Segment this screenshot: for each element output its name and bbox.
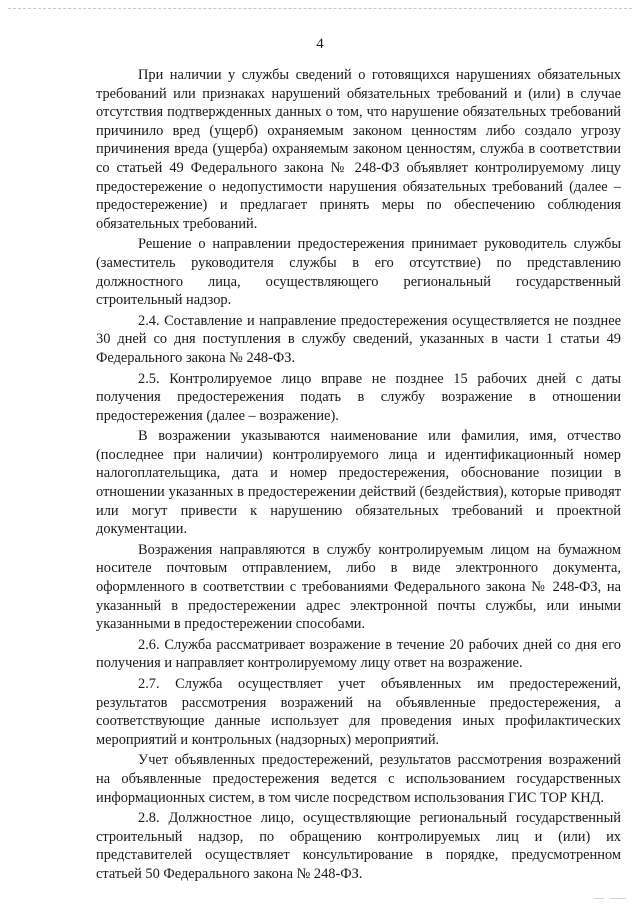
- scan-bottom-mark: [610, 898, 626, 899]
- paragraph: 2.5. Контролируемое лицо вправе не позднее 15 рабочих дней с даты получения предостережения подать в службу возражение в отношении предостережения (далее – возражение).: [96, 370, 621, 424]
- paragraph: В возражении указываются наименование или фамилия, имя, отчество (последнее при наличии) контролируемого лица и идентификационный номер налогоплательщика, дата и номер предостережения, обоснование позиции в отношении указанных в предостережении действий (бездействия), которые приводят или могут привести к нарушению обязательных требований и проектной документации.: [96, 428, 621, 538]
- paragraph: Решение о направлении предостережения принимает руководитель службы (заместитель руководителя службы в его отсутствие) по представлению должностного лица, осуществляющего региональный государственный строительный надзор.: [96, 236, 621, 309]
- paragraph: Учет объявленных предостережений, результатов рассмотрения возражений на объявленные предостережения ведется с использованием государственных информационных систем, в том числе посредством использования ГИС ТОР КНД.: [96, 752, 621, 806]
- scan-bottom-mark: [594, 898, 604, 899]
- paragraph: Возражения направляются в службу контролируемым лицом на бумажном носителе почтовым отправлением, либо в виде электронного документа, оформленного в соответствии с требованиями Федерального закона № 248-ФЗ, на указанный в предостережении адрес электронной почты службы, или иными указанными в предостережении способами.: [96, 541, 621, 633]
- scan-top-edge: [8, 8, 632, 9]
- paragraph: 2.7. Служба осуществляет учет объявленных им предостережений, результатов рассмотрения возражений на объявленные предостережения, а соответствующие данные использует для проведения иных профилактических мероприятий и контрольных (надзорных) мероприятий.: [96, 676, 621, 748]
- document-body: [96, 66, 621, 886]
- page-number: 4: [316, 36, 324, 52]
- paragraph: 2.8. Должностное лицо, осуществляющие региональный государственный строительный надзор, по обращению контролируемых лиц и (или) их представителей осуществляет консультирование в порядке, предусмотренном статьей 50 Федерального закона № 248-ФЗ.: [96, 810, 621, 882]
- paragraph: При наличии у службы сведений о готовящихся нарушениях обязательных требований или признаках нарушений обязательных требований и (или) в случае отсутствия подтвержденных данных о том, что нарушение обязательных требований причинило вред (ущерб) охраняемым законом ценностям либо создало угрозу причинения вреда (ущерба) охраняемым законом ценностям, служба в соответствии со статьей 49 Федерального закона № 248-ФЗ объявляет контролируемому лицу предостережение о недопустимости нарушения обязательных требований (далее – предостережение) и предлагает принять меры по обеспечению соблюдения обязательных требований.: [96, 67, 621, 232]
- paragraph: 2.4. Составление и направление предостережения осуществляется не позднее 30 дней со дня поступления в службу сведений, указанных в части 1 статьи 49 Федерального закона № 248-ФЗ.: [96, 312, 621, 366]
- paragraph: 2.6. Служба рассматривает возражение в течение 20 рабочих дней со дня его получения и направляет контролируемому лицу ответ на возражение.: [96, 636, 621, 672]
